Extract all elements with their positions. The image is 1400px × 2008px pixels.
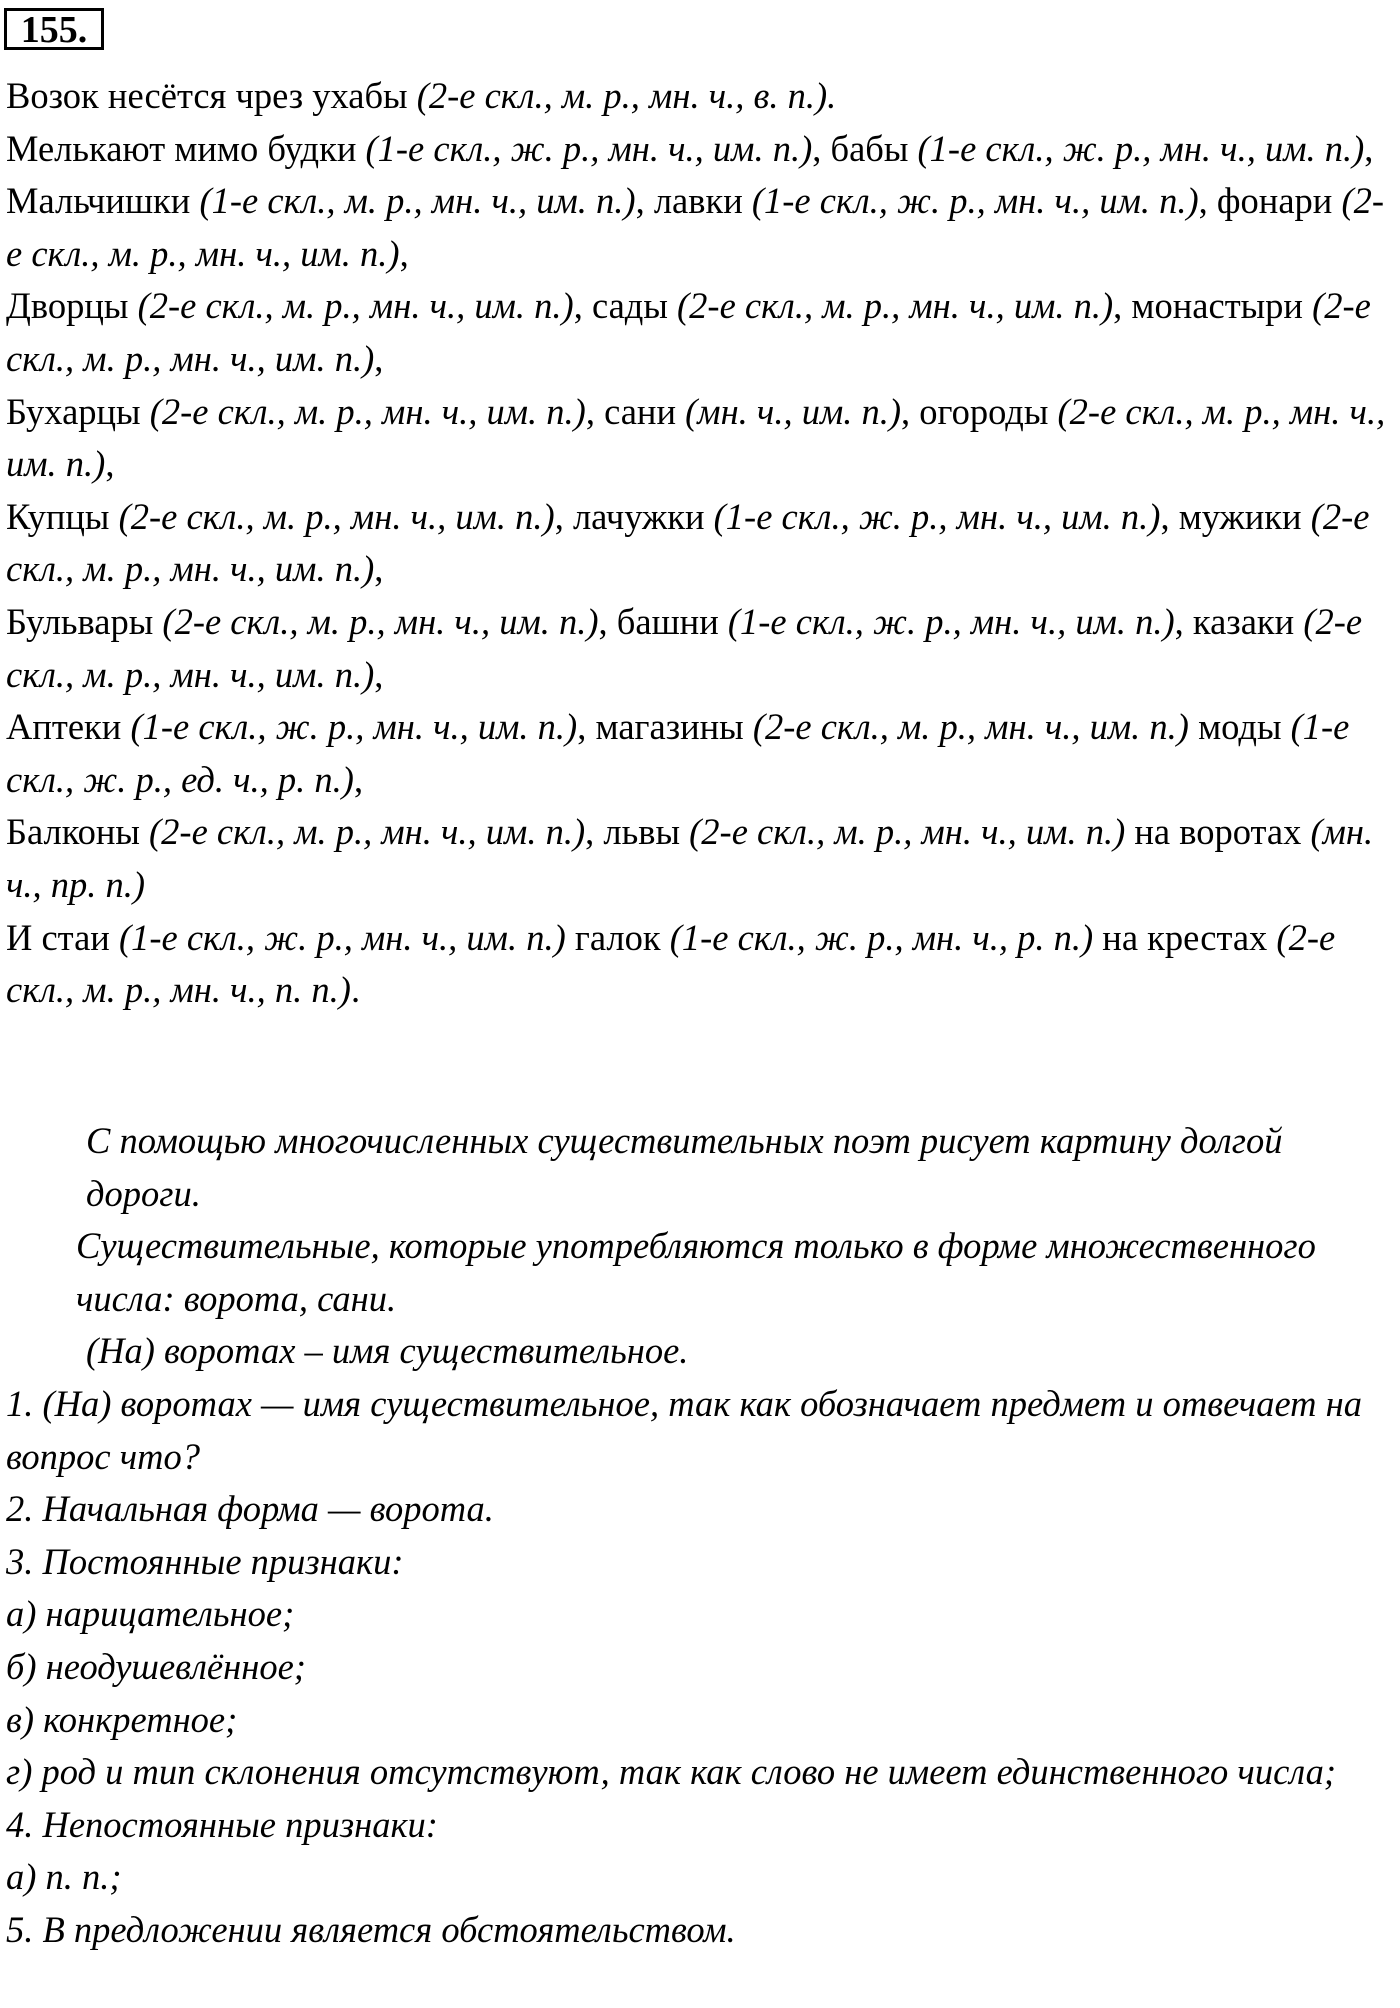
poem-text: , лавки xyxy=(635,180,752,222)
analysis-line: б) неодушевлённое; xyxy=(6,1645,306,1687)
poem-text: , xyxy=(374,653,384,695)
grammar-annotation: (1-е скл., ж. р., мн. ч., им. п.) xyxy=(365,127,813,169)
poem-text: на крестах xyxy=(1093,916,1277,958)
grammar-annotation: (2-е скл., м. р., мн. ч., им. п.) xyxy=(6,600,1372,695)
poem-text: , xyxy=(353,758,364,800)
poem-line xyxy=(6,806,1396,911)
grammar-annotation: (1-е скл., ж. р., мн. ч., им. п.) xyxy=(917,127,1365,169)
poem-text: , фонари xyxy=(1198,180,1342,222)
grammar-annotation: (2-е скл., м. р., мн. ч., им. п.) xyxy=(149,390,586,432)
grammar-annotation: (2-е скл., м. р., мн. ч., им. п.) xyxy=(162,600,599,642)
poem-annotated xyxy=(6,70,1396,1017)
analysis-line: С помощью многочисленных существительных поэт рисует картину долгой дороги. xyxy=(86,1120,1292,1214)
poem-text: , xyxy=(374,548,384,590)
poem-text: галок xyxy=(565,916,670,958)
poem-text: Бульвары xyxy=(6,600,163,642)
poem-text: Купцы xyxy=(6,495,119,537)
analysis-section xyxy=(6,1115,1396,1957)
poem-text: , монастыри xyxy=(1113,285,1313,327)
poem-text: , xyxy=(374,337,384,379)
analysis-line: 2. Начальная форма — ворота. xyxy=(6,1488,494,1530)
poem-text: на воротах xyxy=(1125,811,1311,853)
grammar-annotation: (2-е скл., м. р., мн. ч., им. п.) xyxy=(677,285,1114,327)
grammar-annotation: (2-е скл., м. р., мн. ч., им. п.) xyxy=(137,285,574,327)
grammar-annotation: (мн. ч., им. п.) xyxy=(685,390,902,432)
poem-text: . xyxy=(350,969,361,1011)
grammar-annotation: (1-е скл., ж. р., ед. ч., р. п.) xyxy=(6,706,1359,800)
poem-line xyxy=(6,280,1396,385)
analysis-line: 1. (На) воротах — имя существительное, так как обозначает предмет и отвечает на вопрос что? xyxy=(6,1382,1372,1477)
grammar-annotation: (2-е скл., м. р., мн. ч., им. п.) xyxy=(689,811,1126,853)
poem-text: , башни xyxy=(598,600,728,642)
poem-text: , сады xyxy=(573,285,678,327)
grammar-annotation: (мн. ч., пр. п.) xyxy=(6,811,1383,905)
analysis-line: а) нарицательное; xyxy=(6,1593,295,1635)
analysis-line: 4. Непостоянные признаки: xyxy=(6,1803,438,1845)
poem-line xyxy=(6,123,1396,176)
poem-text: , лачужки xyxy=(554,495,714,537)
poem-text: , xyxy=(105,443,115,485)
analysis-line: в) конкретное; xyxy=(6,1698,238,1740)
grammar-annotation: (1-е скл., ж. р., мн. ч., им. п.) xyxy=(727,600,1175,642)
grammar-annotation: (2-е скл., м. р., мн. ч., п. п.) xyxy=(6,916,1345,1011)
analysis-line: 3. Постоянные признаки: xyxy=(6,1540,404,1582)
poem-line xyxy=(6,70,1396,123)
poem-text: Бухарцы xyxy=(6,390,150,432)
grammar-annotation: (1-е скл., ж. р., мн. ч., им. п.) xyxy=(751,180,1199,222)
poem-text: , сани xyxy=(585,390,686,432)
grammar-annotation: (2-е скл., м. р., мн. ч., им. п.) xyxy=(752,706,1189,748)
analysis-line: а) п. п.; xyxy=(6,1856,122,1898)
poem-line xyxy=(6,912,1396,1017)
poem-line xyxy=(6,701,1396,806)
poem-text: , мужики xyxy=(1160,495,1311,537)
grammar-annotation: (2-е скл., м. р., мн. ч., им. п.) xyxy=(6,390,1395,485)
analysis-line: Существительные, которые употребляются только в форме множественного числа: ворота, сани. xyxy=(76,1225,1326,1319)
grammar-annotation: (1-е скл., ж. р., мн. ч., им. п.) xyxy=(118,916,566,958)
poem-text: , львы xyxy=(585,811,690,853)
poem-text: Возок несётся чрез ухабы xyxy=(6,75,417,116)
analysis-line: г) род и тип склонения отсутствуют, так как слово не имеет единственного числа; xyxy=(6,1751,1337,1793)
poem-line xyxy=(6,596,1396,701)
grammar-annotation: (2-е скл., м. р., мн. ч., в. п.). xyxy=(416,75,837,116)
poem-text: Мальчишки xyxy=(6,180,200,222)
exercise-number: 155. xyxy=(4,8,104,50)
poem-text: , магазины xyxy=(577,706,753,748)
poem-text: , казаки xyxy=(1174,600,1304,642)
poem-text: , огороды xyxy=(901,390,1058,432)
grammar-annotation: (2-е скл., м. р., мн. ч., им. п.) xyxy=(6,495,1379,590)
poem-text: Дворцы xyxy=(6,285,138,327)
poem-text: Балконы xyxy=(6,811,150,853)
grammar-annotation: (1-е скл., ж. р., мн. ч., им. п.) xyxy=(130,706,578,748)
poem-text: Аптеки xyxy=(6,706,131,748)
grammar-annotation: (2-е скл., м. р., мн. ч., им. п.) xyxy=(6,285,1380,379)
analysis-line: (На) воротах – имя существительное. xyxy=(86,1330,689,1372)
poem-line xyxy=(6,491,1396,596)
poem-line xyxy=(6,175,1396,280)
poem-line xyxy=(6,386,1396,491)
poem-text: , xyxy=(399,232,409,274)
grammar-annotation: (1-е скл., ж. р., мн. ч., р. п.) xyxy=(669,916,1094,958)
poem-text: И стаи xyxy=(6,916,119,958)
poem-text: моды xyxy=(1188,706,1291,748)
grammar-annotation: (2-е скл., м. р., мн. ч., им. п.) xyxy=(6,180,1385,274)
poem-text: , бабы xyxy=(812,127,918,169)
poem-text: Мелькают мимо будки xyxy=(6,127,366,169)
grammar-annotation: (2-е скл., м. р., мн. ч., им. п.) xyxy=(118,495,555,537)
grammar-annotation: (2-е скл., м. р., мн. ч., им. п.) xyxy=(149,811,586,853)
grammar-annotation: (1-е скл., м. р., мн. ч., им. п.) xyxy=(199,180,636,222)
analysis-line: 5. В предложении является обстоятельством. xyxy=(6,1908,736,1950)
poem-text: , xyxy=(1364,127,1374,169)
grammar-annotation: (1-е скл., ж. р., мн. ч., им. п.) xyxy=(713,495,1161,537)
